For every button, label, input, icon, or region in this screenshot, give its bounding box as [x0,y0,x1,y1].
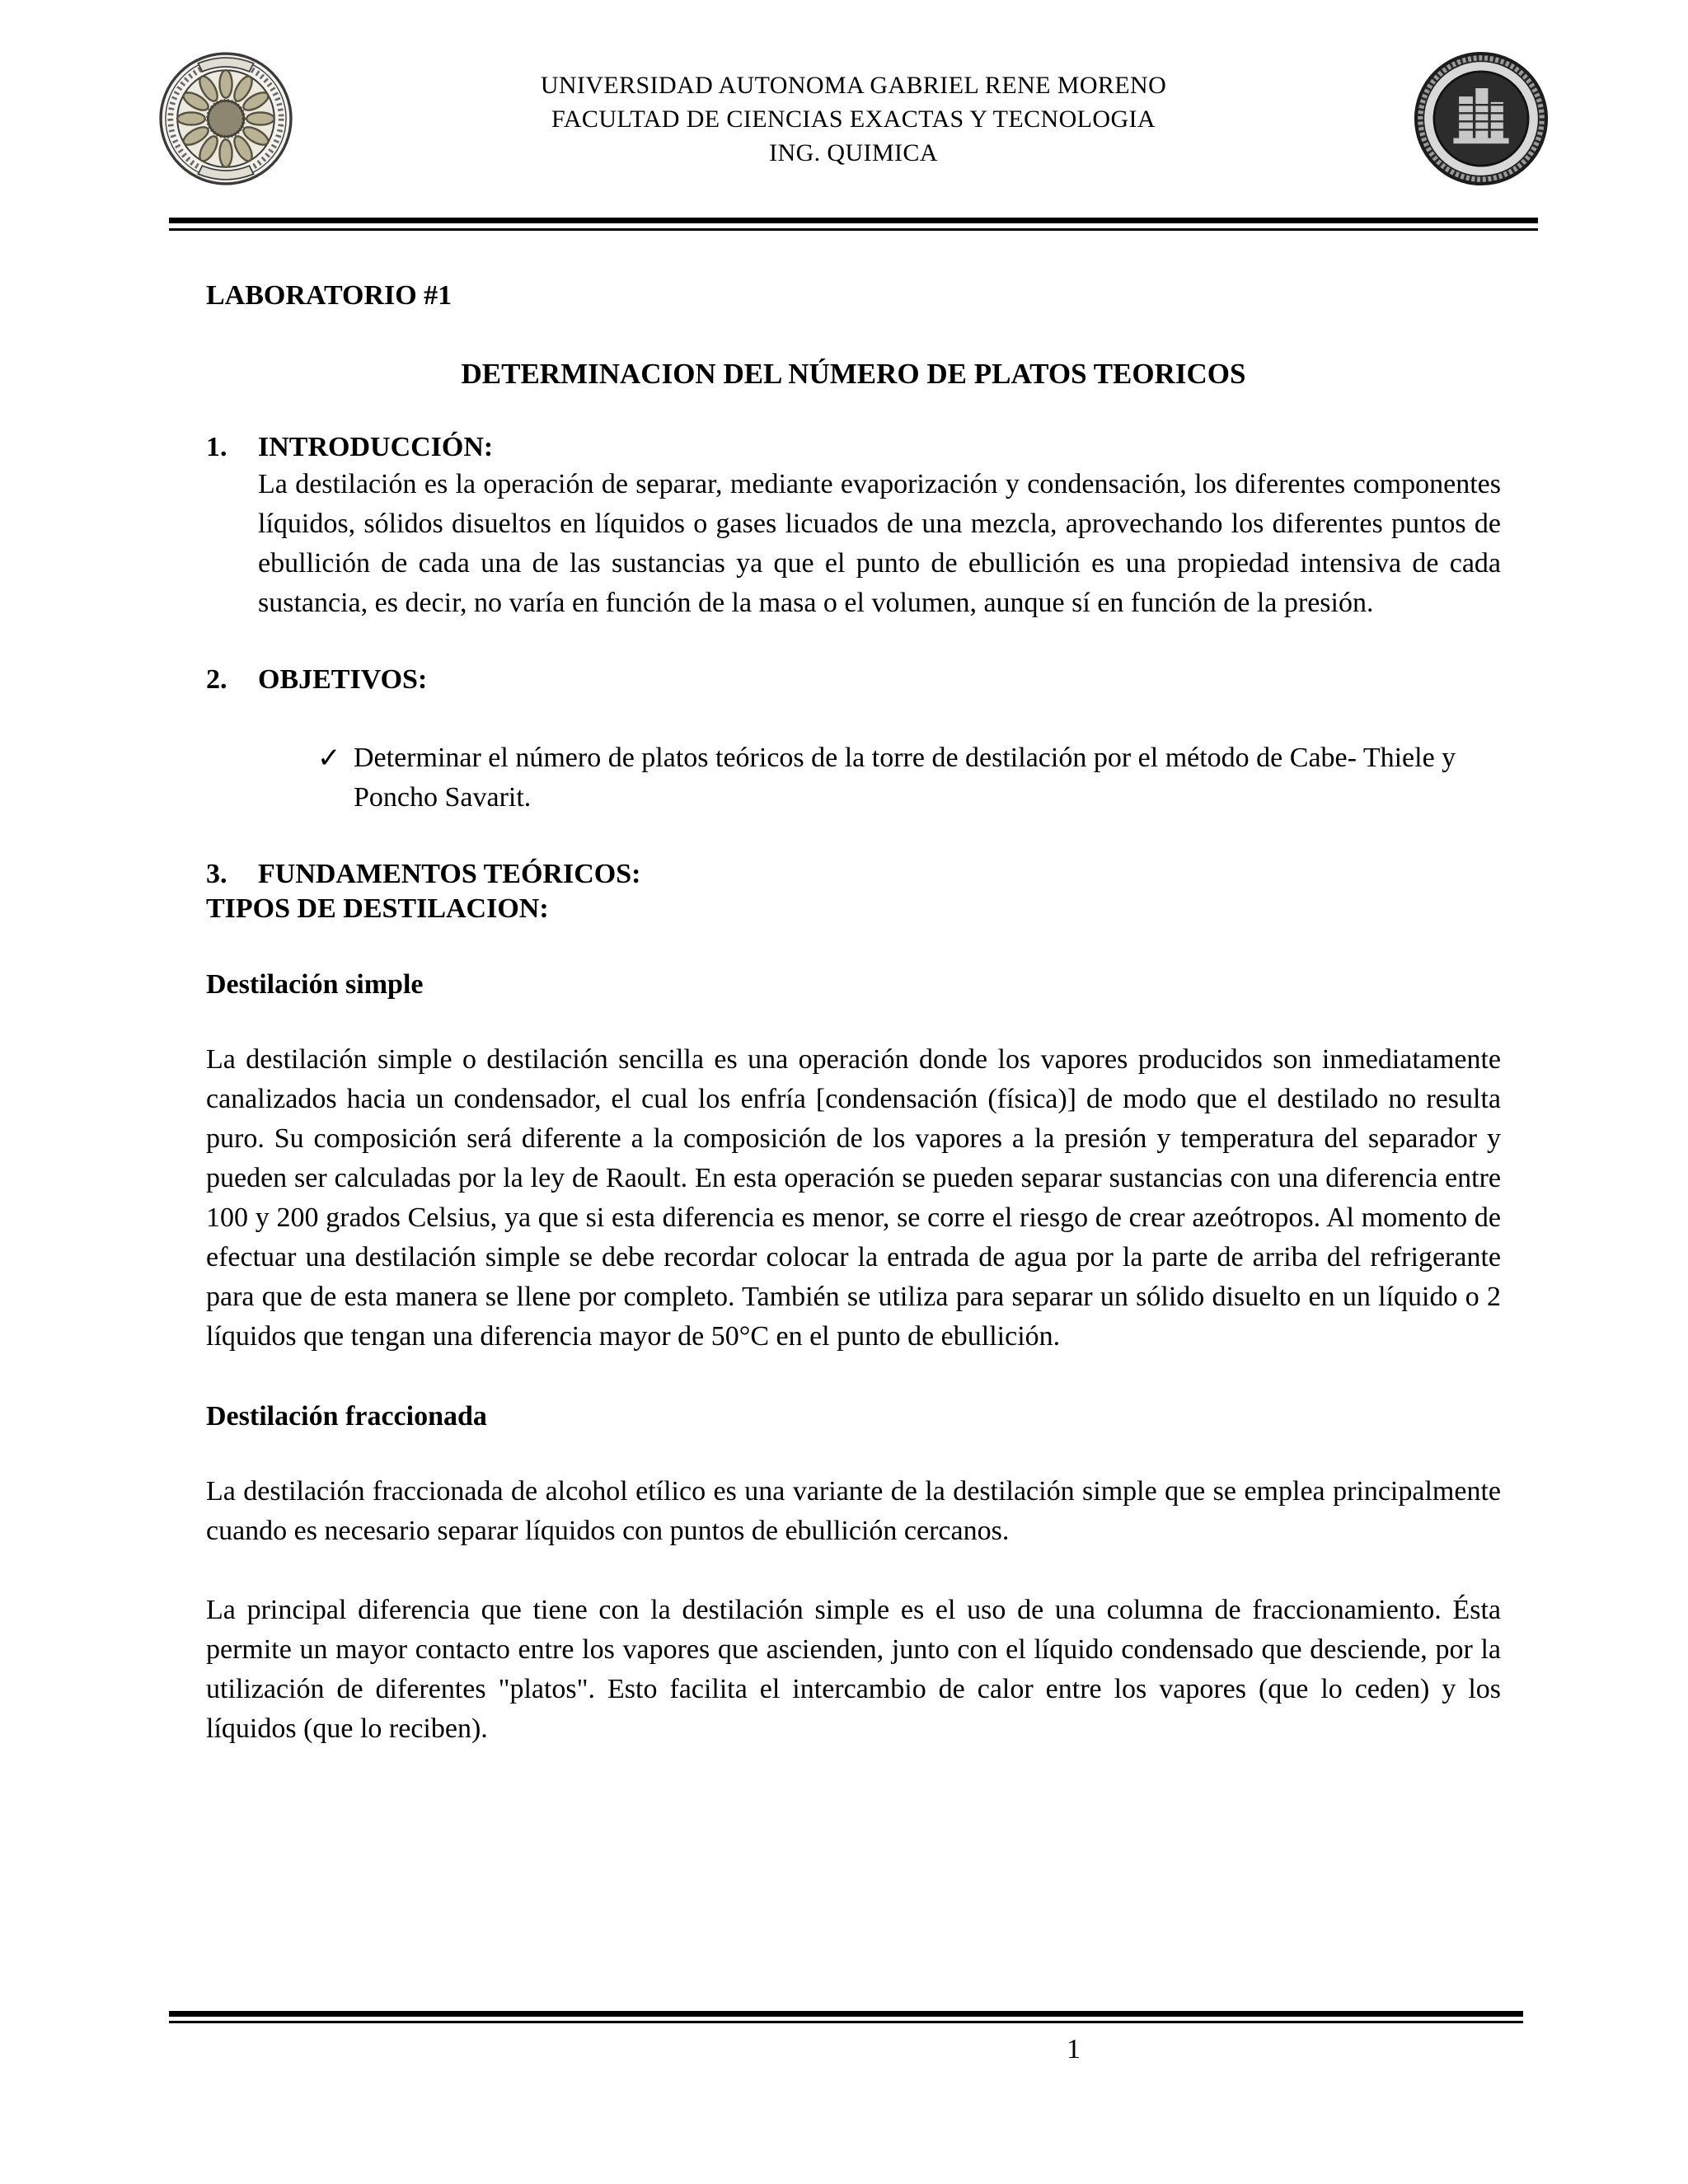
section-3-subheading: TIPOS DE DESTILACION: [206,893,549,924]
ing-quimica-seal-icon [1412,49,1550,188]
document-body [206,280,1501,1749]
uagrm-seal-icon [157,49,295,188]
faculty-name: FACULTAD DE CIENCIAS EXACTAS Y TECNOLOGIA [551,105,1156,133]
page-title: DETERMINACION DEL NÚMERO DE PLATOS TEORICOS [461,358,1246,390]
simple-distillation-heading: Destilación simple [206,969,424,1000]
section-2-heading-label: OBJETIVOS: [258,664,428,695]
section-1-number: 1. [206,432,227,462]
university-name: UNIVERSIDAD AUTONOMA GABRIEL RENE MORENO [540,71,1167,99]
document-header [157,25,1550,213]
section-2-heading [206,664,1501,696]
fractional-distillation-paragraph-2: La principal diferencia que tiene con la destilación simple es el uso de una columna de fraccionamiento. Ésta permite un mayor contacto entre los vapores que ascienden, junto con el líquido condensado que desciende, por la utilización de diferentes "platos". Esto facilita el intercambio de calor entre los vapores (que lo ceden) y los líquidos (que lo reciben). [206,1595,1501,1744]
career-name: ING. QUIMICA [769,138,938,166]
page-number: 1 [1067,2034,1081,2064]
section-1-heading-label: INTRODUCCIÓN: [258,432,494,462]
section-2-number: 2. [206,664,227,695]
section-3-number: 3. [206,859,227,889]
simple-distillation-paragraph: La destilación simple o destilación sencilla es una operación donde los vapores producidos son inmediatamente canalizados hacia un condensador, el cual los enfría [condensación (física)] de modo que el destilado no resulta puro. Su composición será diferente a la composición de los vapores a la presión y temperatura del separador y pueden ser calculadas por la ley de Raoult. En esta operación se pueden separar sustancias con una diferencia entre 100 y 200 grados Celsius, ya que si esta diferencia es menor, se corre el riesgo de crear azeótropos. Al momento de efectuar una destilación simple se debe recordar colocar la entrada de agua por la parte de arriba del refrigerante para que de esta manera se llene por completo. También se utiliza para separar un sólido disuelto en un líquido o 2 líquidos que tengan una diferencia mayor de 50°C en el punto de ebullición. [206,1044,1501,1352]
section-1-heading [206,432,1501,463]
fractional-distillation-paragraph-1: La destilación fraccionada de alcohol etílico es una variante de la destilación simple que se emplea principalmente cuando es necesario separar líquidos con puntos de ebullición cercanos. [206,1476,1501,1546]
introduction-paragraph: La destilación es la operación de separar, mediante evaporización y condensación, los diferentes componentes líquidos, sólidos disueltos en líquidos o gases licuados de una mezcla, aprovechando los diferentes puntos de ebullición de cada una de las sustancias ya que el punto de ebullición es una propiedad intensiva de cada sustancia, es decir, no varía en función de la masa o el volumen, aunque sí en función de la presión. [258,469,1501,618]
fractional-distillation-heading: Destilación fraccionada [206,1401,487,1432]
header-text-block [541,68,1166,170]
section-3-heading-label: FUNDAMENTOS TEÓRICOS: [258,859,641,889]
section-3-heading [206,859,1501,890]
header-rule [169,218,1538,231]
lab-heading: LABORATORIO #1 [206,280,452,311]
objective-text: Determinar el número de platos teóricos de la torre de destilación por el método de Cabe- Thiele y Poncho Savarit. [354,743,1456,813]
checkmark-bullet-icon: ✓ [317,742,341,775]
objective-item [317,738,1501,818]
footer-rule [169,2011,1523,2023]
